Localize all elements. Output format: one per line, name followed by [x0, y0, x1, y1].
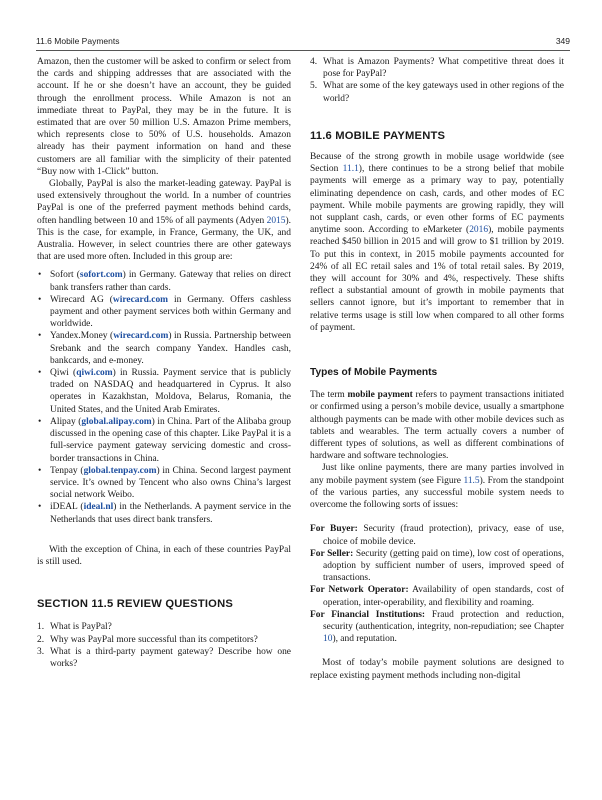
- list-item: For Network Operator: Availability of open standards, cost of operation, inter-operability, and flexibility and roaming.: [310, 585, 564, 608]
- bullet-icon: •: [38, 502, 42, 513]
- page-number: 349: [555, 36, 570, 46]
- review-questions-list: [37, 621, 291, 670]
- paragraph-parties: Just like online payments, there are many parties involved in any mobile payment system (see Figure 11.5). From the standpoint of the various parties, any successful mobile system needs to overcome the following sorts of issues:: [310, 463, 564, 511]
- bullet-icon: •: [38, 465, 42, 476]
- bullet-icon: •: [38, 416, 42, 427]
- paragraph-mobile-growth: Because of the strong growth in mobile usage worldwide (see Section 11.1), there continues to be a strong belief that mobile payments will emerge as a primary way to pay, potentially eliminating dependence on cash, cards, and other modes of EC payment. While mobile payments are growing rapidly, they will not supplant cash, cards, or even other forms of EC payments anytime soon. According to eMarketer (2016), mobile payments reached $450 billion in 2015 and will grow to $1 trillion by 2019. To put this in context, in 2015 mobile payments accounted for 24% of all EC retail sales and 1% of total retail sales. By 2019, they will account for 30% and 4%, respectively. These shifts reflect a substantial amount of growth in mobile payments that sellers cannot ignore, but it’s important to remember that in relative terms usage is still low when compared to all other forms of payment.: [310, 152, 564, 333]
- list-item: For Seller: Security (getting paid on time), low cost of operations, adoption by sufficient number of users, improved speed of transactions.: [310, 548, 564, 584]
- paragraph-amazon: Amazon, then the customer will be asked to confirm or select from the cards and shipping addresses that are associated with the account. If he or she doesn’t have an account, they be guided through the enrollment process. While Amazon is not an immediate threat to PayPal, they may be in the future. It is estimated that are over 50 million U.S. Amazon Prime members, which represents close to 50% of U.S. households. Amazon already has their payment information on hand and these customers are all familiar with the simplicity of their patented “Buy now with 1-Click” button.: [37, 57, 291, 177]
- list-item: 5. What are some of the key gateways used in other regions of the world?: [310, 81, 564, 104]
- bullet-icon: •: [38, 331, 42, 342]
- bullet-icon: •: [38, 270, 42, 281]
- header-section-title: 11.6 Mobile Payments: [36, 36, 120, 46]
- section-heading-mobile-payments: 11.6 MOBILE PAYMENTS: [310, 129, 446, 142]
- paragraph-paypal-global: Globally, PayPal is also the market-leading gateway. PayPal is used extensively throughout the world. In a number of countries PayPal is one of the preferred payment methods behind cards, often handling between 10 and 15% of all payments (Adyen 2015). This is the case, for example, in France, Germany, the UK, and Australia. However, in select countries there are other gateways that are used more often. Included in this group are:: [37, 179, 291, 263]
- paragraph-replace-methods: Most of today’s mobile payment solutions are designed to replace existing payment methods including non-digital: [310, 658, 564, 681]
- citation-link[interactable]: 2015: [266, 215, 286, 226]
- section-xref-link[interactable]: 11.1: [342, 164, 359, 175]
- gateway-link[interactable]: ideal.nl: [83, 502, 114, 513]
- list-item: • Qiwi (qiwi.com) in Russia. Payment service that is publicly traded on NASDAQ and headquartered in Cyprus. It also operates in Kazakhstan, Moldova, Belarus, Romania, the United States, and the United Arab Emirates.: [38, 368, 291, 415]
- list-item: 2. Why was PayPal more successful than its competitors?: [37, 634, 258, 645]
- right-column: [310, 56, 564, 682]
- list-item: 3. What is a third-party payment gateway? Describe how one works?: [37, 646, 291, 669]
- list-item: • Sofort (sofort.com) in Germany. Gateway that relies on direct bank transfers rather than cards.: [38, 270, 291, 293]
- list-item: For Buyer: Security (fraud protection), privacy, ease of use, choice of mobile device.: [310, 524, 564, 547]
- chapter-xref-link[interactable]: 10: [323, 634, 333, 645]
- paragraph-china-exception: With the exception of China, in each of these countries PayPal is still used.: [37, 544, 291, 567]
- list-item: • Wirecard AG (wirecard.com in Germany. Offers cashless payment and other payment services both within Germany and worldwide.: [38, 294, 291, 330]
- gateway-link[interactable]: global.tenpay.com: [83, 465, 157, 476]
- running-header: [36, 36, 570, 48]
- review-questions-list-continued: [310, 56, 564, 105]
- gateway-list: [37, 269, 291, 525]
- figure-xref-link[interactable]: 11.5: [463, 475, 480, 486]
- parties-list: [310, 523, 564, 645]
- gateway-link[interactable]: wirecard.com: [112, 294, 169, 305]
- bullet-icon: •: [38, 294, 42, 305]
- bullet-icon: •: [38, 368, 42, 379]
- list-item: For Financial Institutions: Fraud protection and reduction, security (authentication, integrity, non-repudiation; see Chapter 10), and reputation.: [310, 609, 565, 645]
- gateway-link[interactable]: wirecard.com: [113, 331, 169, 342]
- subheading-types: Types of Mobile Payments: [310, 367, 438, 379]
- list-item: • Tenpay (global.tenpay.com) in China. Second largest payment service. It’s owned by Tencent who also owns China’s largest social network Weibo.: [38, 465, 291, 501]
- header-rule: [36, 50, 570, 51]
- paragraph-definition: The term mobile payment refers to payment transactions initiated or confirmed using a person’s mobile device, usually a smartphone although payments can be made with other mobile devices such as tablets and wearables. The term actually covers a number of different types of solutions, as well as different combinations of hardware and software technologies.: [310, 390, 564, 462]
- list-item: 4. What is Amazon Payments? What competitive threat does it pose for PayPal?: [310, 57, 564, 80]
- review-questions-heading: SECTION 11.5 REVIEW QUESTIONS: [37, 598, 234, 611]
- left-column: [37, 56, 291, 670]
- citation-link[interactable]: 2016: [469, 225, 489, 236]
- gateway-link[interactable]: sofort.com: [79, 270, 123, 281]
- list-item: 1. What is PayPal?: [37, 622, 112, 633]
- list-item: • Yandex.Money (wirecard.com) in Russia. Partnership between Srebank and the search company Yandex. Handles cash, bankcards, and e-money.: [38, 331, 291, 366]
- gateway-link[interactable]: global.alipay.com: [81, 416, 152, 427]
- key-term: mobile payment: [347, 390, 413, 401]
- list-item: • Alipay (global.alipay.com) in China. Part of the Alibaba group discussed in the opening case of this chapter. Like PayPal it is a full-service payment gateway servicing domestic and cross-border transactions in China.: [38, 416, 291, 464]
- list-item: • iDEAL (ideal.nl) in the Netherlands. A payment service in the Netherlands that uses direct bank transfers.: [38, 502, 291, 525]
- gateway-link[interactable]: qiwi.com: [76, 368, 113, 379]
